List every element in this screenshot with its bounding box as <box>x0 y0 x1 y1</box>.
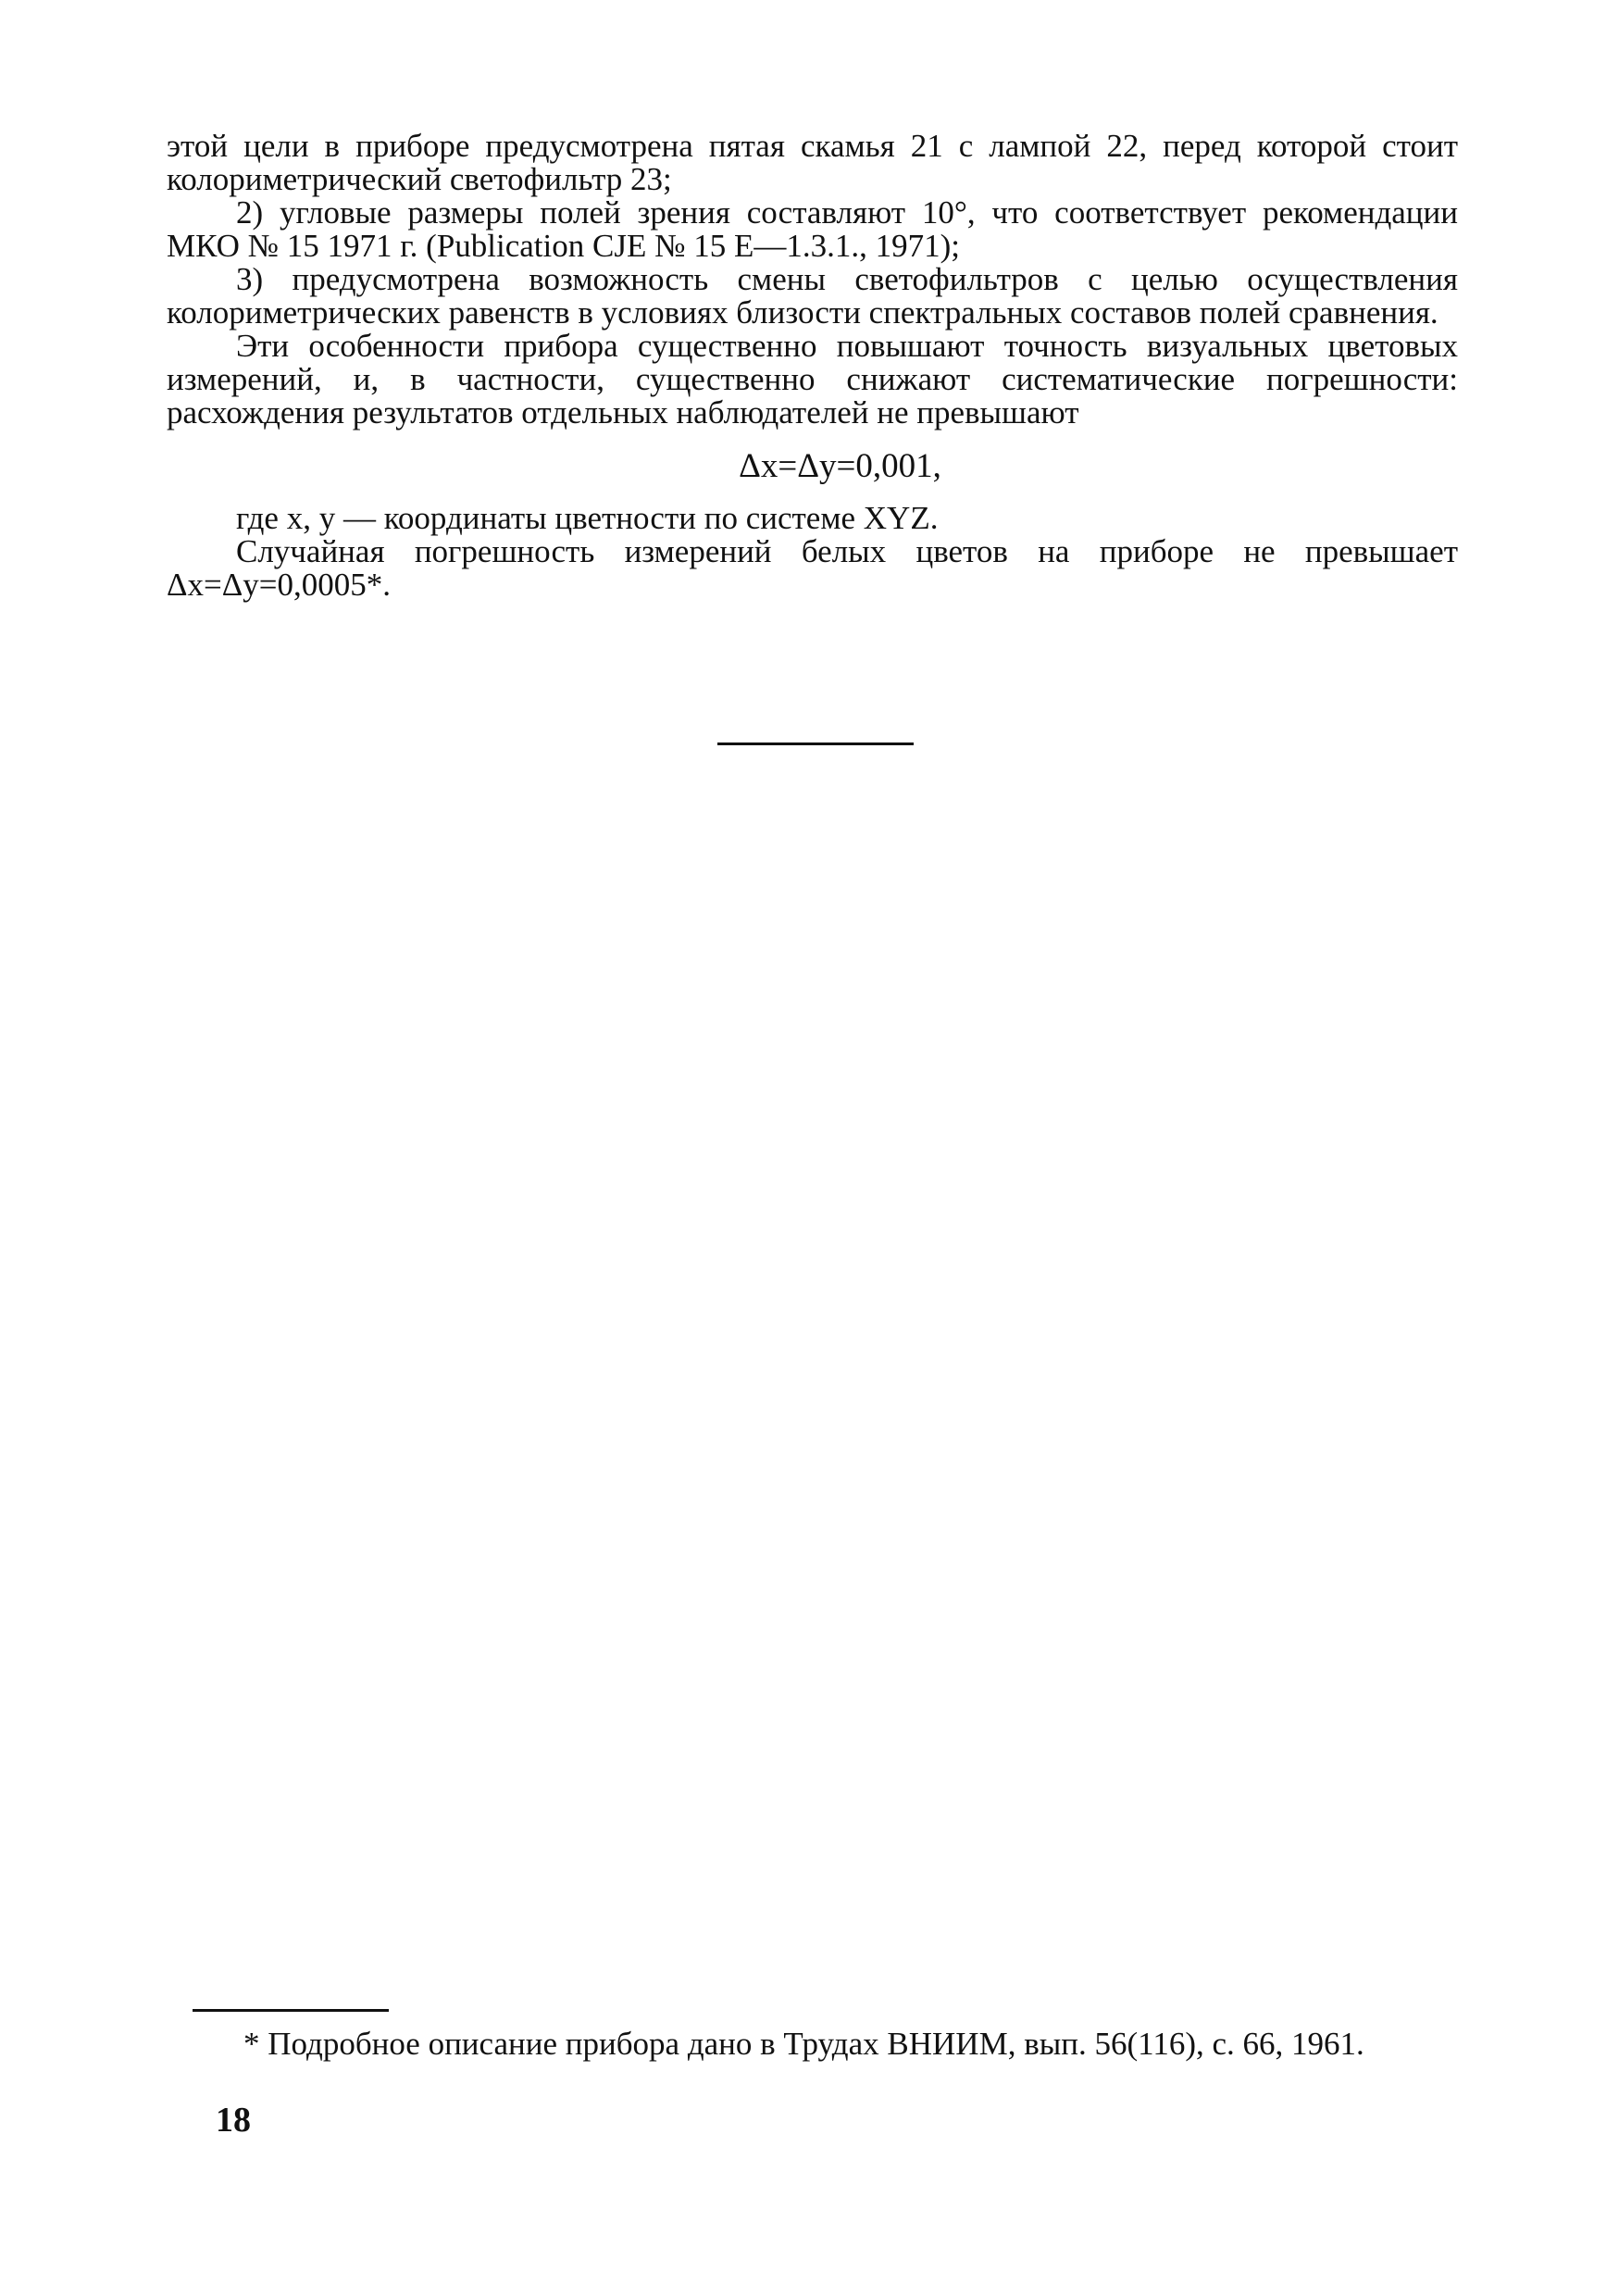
paragraph-2: 2) угловые размеры полей зрения составляют 10°, что соответствует рекомендации МКО № 15 1971 г. (Publication CJE № 15 E—1.3.1., 1971); <box>167 194 1458 264</box>
paragraph-3: 3) предусмотрена возможность смены светофильтров с целью осуществления колориметрических равенств в условиях близости спектральных составов полей сравнения. <box>167 261 1458 331</box>
footnote: * Подробное описание прибора дано в Трудах ВНИИМ, вып. 56(116), с. 66, 1961. <box>243 2026 1364 2062</box>
page-number: 18 <box>216 2101 251 2140</box>
formula: Δx=Δy=0,001, <box>739 447 941 485</box>
section-end-rule <box>717 742 914 745</box>
footnote-separator <box>193 2009 389 2012</box>
paragraph-5: где x, y — координаты цветности по системе XYZ. <box>236 500 939 536</box>
main-text <box>167 130 1458 602</box>
paragraph-6: Случайная погрешность измерений белых цветов на приборе не превышает Δx=Δy=0,0005*. <box>167 533 1458 603</box>
paragraph-1: этой цели в приборе предусмотрена пятая скамья 21 с лампой 22, перед которой стоит колориметрический светофильтр 23; <box>167 128 1458 197</box>
paragraph-4: Эти особенности прибора существенно повышают точность визуальных цветовых измерений, и, в частности, существенно снижают систематические погрешности: расхождения результатов отдельных наблюдателей не превышают <box>167 328 1458 430</box>
